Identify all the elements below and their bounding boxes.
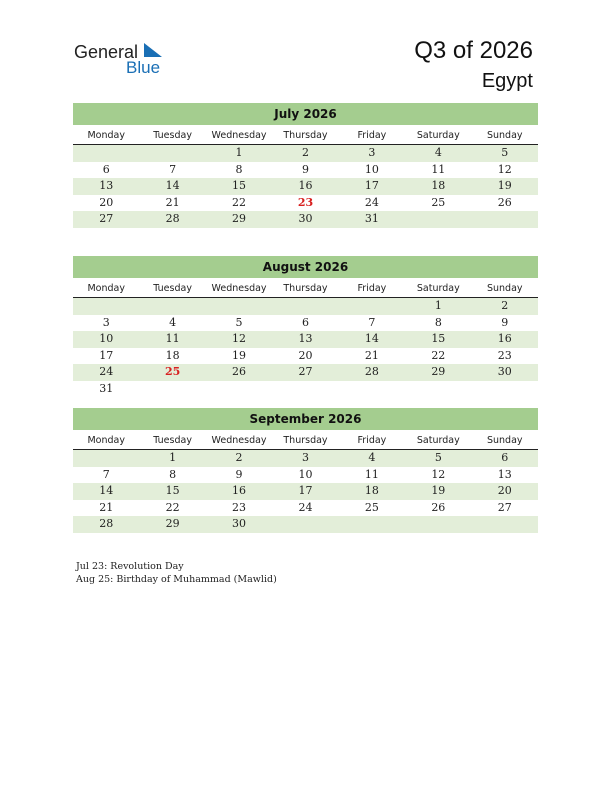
day-cell bbox=[339, 516, 405, 533]
weekday-label: Thursday bbox=[283, 130, 328, 141]
weekday-label: Friday bbox=[357, 435, 387, 446]
day-cell: 23 bbox=[497, 348, 512, 362]
day-cell bbox=[472, 516, 538, 533]
day-cell: 19 bbox=[232, 348, 247, 362]
week-row bbox=[73, 483, 538, 500]
day-cell: 7 bbox=[102, 467, 110, 481]
day-cell bbox=[139, 381, 205, 398]
day-cell: 4 bbox=[169, 315, 177, 329]
month-title: September 2026 bbox=[73, 408, 538, 430]
day-cell: 3 bbox=[301, 451, 309, 464]
week-row bbox=[73, 211, 538, 228]
day-cell: 16 bbox=[232, 484, 247, 497]
day-cell: 13 bbox=[298, 332, 313, 345]
day-cell: 31 bbox=[364, 212, 379, 225]
day-cell bbox=[405, 516, 471, 533]
day-cell: 19 bbox=[497, 179, 512, 192]
day-cell: 23 bbox=[232, 500, 247, 514]
day-cell: 26 bbox=[232, 365, 247, 378]
day-cell: 22 bbox=[232, 195, 247, 209]
day-cell: 8 bbox=[434, 315, 442, 329]
week-row bbox=[73, 500, 538, 517]
month-september bbox=[73, 408, 538, 533]
day-cell: 7 bbox=[368, 315, 376, 329]
week-row bbox=[73, 195, 538, 212]
logo-general-text: General bbox=[74, 42, 139, 62]
day-cell: 15 bbox=[165, 484, 180, 497]
day-cell: 10 bbox=[298, 467, 313, 481]
day-cell bbox=[339, 381, 405, 398]
day-cell: 15 bbox=[431, 332, 446, 345]
weekday-label: Saturday bbox=[416, 283, 460, 294]
weekday-label: Monday bbox=[87, 435, 125, 446]
day-cell: 3 bbox=[368, 146, 376, 159]
holiday-notes bbox=[76, 560, 277, 586]
month-august bbox=[73, 256, 538, 397]
day-cell bbox=[206, 381, 272, 398]
weekday-label: Wednesday bbox=[211, 435, 267, 446]
weekday-label: Sunday bbox=[486, 435, 523, 446]
day-cell: 9 bbox=[301, 162, 309, 176]
day-cell: 30 bbox=[497, 365, 512, 378]
weekday-label: Saturday bbox=[416, 130, 460, 141]
day-cell: 26 bbox=[431, 500, 446, 514]
day-cell: 28 bbox=[99, 517, 114, 530]
month-july bbox=[73, 103, 538, 228]
week-row bbox=[73, 450, 538, 467]
day-cell: 24 bbox=[99, 365, 114, 378]
day-cell: 1 bbox=[235, 146, 243, 159]
day-cell: 9 bbox=[501, 315, 509, 329]
day-cell: 7 bbox=[169, 162, 177, 176]
day-cell: 21 bbox=[165, 195, 180, 209]
day-cell: 2 bbox=[301, 146, 309, 159]
week-row bbox=[73, 145, 538, 162]
logo-triangle-icon bbox=[142, 43, 162, 59]
day-cell: 12 bbox=[497, 162, 512, 176]
week-row bbox=[73, 381, 538, 398]
holiday-note: Jul 23: Revolution Day bbox=[76, 561, 184, 572]
day-cell: 11 bbox=[364, 467, 379, 481]
day-cell: 29 bbox=[165, 517, 180, 530]
weekday-header-row bbox=[73, 280, 538, 298]
day-cell: 6 bbox=[102, 162, 110, 176]
day-cell: 14 bbox=[99, 484, 114, 497]
day-cell bbox=[339, 298, 405, 315]
day-cell: 13 bbox=[497, 467, 512, 481]
day-cell: 22 bbox=[431, 348, 446, 362]
day-cell: 8 bbox=[169, 467, 177, 481]
weekday-header-row bbox=[73, 127, 538, 145]
day-cell: 9 bbox=[235, 467, 243, 481]
day-cell: 21 bbox=[364, 348, 379, 362]
day-cell: 19 bbox=[431, 484, 446, 497]
day-cell: 4 bbox=[368, 451, 376, 464]
day-cell bbox=[139, 298, 205, 315]
holiday-day-cell: 25 bbox=[164, 365, 181, 378]
weekday-header-row bbox=[73, 432, 538, 450]
page-title: Q3 of 2026 bbox=[414, 37, 533, 64]
weekday-label: Tuesday bbox=[153, 130, 192, 141]
month-title: July 2026 bbox=[73, 103, 538, 125]
day-cell: 6 bbox=[501, 451, 509, 464]
weekday-label: Thursday bbox=[283, 435, 328, 446]
weekday-label: Thursday bbox=[283, 283, 328, 294]
weekday-label: Tuesday bbox=[153, 283, 192, 294]
day-cell: 1 bbox=[434, 299, 442, 312]
day-cell: 12 bbox=[431, 467, 446, 481]
day-cell: 10 bbox=[99, 332, 114, 345]
day-cell: 17 bbox=[99, 348, 114, 362]
logo-blue-text: Blue bbox=[126, 58, 161, 77]
day-cell bbox=[73, 450, 139, 467]
day-cell: 5 bbox=[235, 315, 243, 329]
day-cell: 27 bbox=[99, 212, 114, 225]
weekday-label: Monday bbox=[87, 283, 125, 294]
week-row bbox=[73, 348, 538, 365]
day-cell: 6 bbox=[301, 315, 309, 329]
day-cell: 2 bbox=[235, 451, 243, 464]
weekday-label: Friday bbox=[357, 283, 387, 294]
day-cell bbox=[73, 298, 139, 315]
weekday-label: Wednesday bbox=[211, 283, 267, 294]
day-cell: 28 bbox=[364, 365, 379, 378]
day-cell: 25 bbox=[364, 500, 379, 514]
day-cell: 5 bbox=[501, 146, 509, 159]
day-cell: 12 bbox=[232, 332, 247, 345]
week-row bbox=[73, 331, 538, 348]
day-cell: 11 bbox=[165, 332, 180, 345]
day-cell: 30 bbox=[232, 517, 247, 530]
day-cell: 22 bbox=[165, 500, 180, 514]
day-cell: 21 bbox=[99, 500, 114, 514]
day-cell bbox=[139, 145, 205, 162]
day-cell: 20 bbox=[99, 195, 114, 209]
day-cell: 3 bbox=[102, 315, 110, 329]
week-row bbox=[73, 162, 538, 179]
day-cell bbox=[405, 211, 471, 228]
week-row bbox=[73, 467, 538, 484]
day-cell bbox=[405, 381, 471, 398]
day-cell: 14 bbox=[165, 179, 180, 192]
day-cell bbox=[472, 211, 538, 228]
day-cell bbox=[272, 298, 338, 315]
day-cell: 10 bbox=[364, 162, 379, 176]
week-row bbox=[73, 178, 538, 195]
weekday-label: Sunday bbox=[486, 283, 523, 294]
week-row bbox=[73, 516, 538, 533]
day-cell bbox=[272, 516, 338, 533]
day-cell: 27 bbox=[298, 365, 313, 378]
weekday-label: Sunday bbox=[486, 130, 523, 141]
day-cell: 27 bbox=[497, 500, 512, 514]
day-cell: 14 bbox=[364, 332, 379, 345]
day-cell: 26 bbox=[497, 195, 512, 209]
day-cell: 20 bbox=[497, 484, 512, 497]
day-cell: 24 bbox=[364, 195, 379, 209]
week-row bbox=[73, 315, 538, 332]
day-cell: 31 bbox=[99, 381, 114, 395]
day-cell: 13 bbox=[99, 179, 114, 192]
day-cell: 15 bbox=[232, 179, 247, 192]
day-cell bbox=[272, 381, 338, 398]
day-cell: 4 bbox=[434, 146, 442, 159]
day-cell: 17 bbox=[364, 179, 379, 192]
day-cell: 24 bbox=[298, 500, 313, 514]
logo bbox=[74, 42, 174, 78]
weekday-label: Tuesday bbox=[153, 435, 192, 446]
day-cell: 18 bbox=[165, 348, 180, 362]
weekday-label: Wednesday bbox=[211, 130, 267, 141]
holiday-note: Aug 25: Birthday of Muhammad (Mawlid) bbox=[76, 574, 277, 585]
day-cell: 18 bbox=[431, 179, 446, 192]
day-cell bbox=[472, 381, 538, 398]
weekday-label: Monday bbox=[87, 130, 125, 141]
day-cell: 28 bbox=[165, 212, 180, 225]
day-cell: 16 bbox=[497, 332, 512, 345]
day-cell: 29 bbox=[431, 365, 446, 378]
week-row bbox=[73, 364, 538, 381]
week-row bbox=[73, 298, 538, 315]
day-cell: 8 bbox=[235, 162, 243, 176]
month-title: August 2026 bbox=[73, 256, 538, 278]
day-cell: 16 bbox=[298, 179, 313, 192]
day-cell: 18 bbox=[364, 484, 379, 497]
day-cell: 25 bbox=[431, 195, 446, 209]
day-cell bbox=[73, 145, 139, 162]
day-cell: 11 bbox=[431, 162, 446, 176]
holiday-day-cell: 23 bbox=[297, 195, 314, 209]
weekday-label: Friday bbox=[357, 130, 387, 141]
day-cell: 1 bbox=[169, 451, 177, 464]
day-cell: 30 bbox=[298, 212, 313, 225]
day-cell: 29 bbox=[232, 212, 247, 225]
country-name: Egypt bbox=[481, 70, 533, 92]
day-cell bbox=[206, 298, 272, 315]
weekday-label: Saturday bbox=[416, 435, 460, 446]
day-cell: 5 bbox=[434, 451, 442, 464]
day-cell: 20 bbox=[298, 348, 313, 362]
day-cell: 17 bbox=[298, 484, 313, 497]
day-cell: 2 bbox=[501, 299, 509, 312]
